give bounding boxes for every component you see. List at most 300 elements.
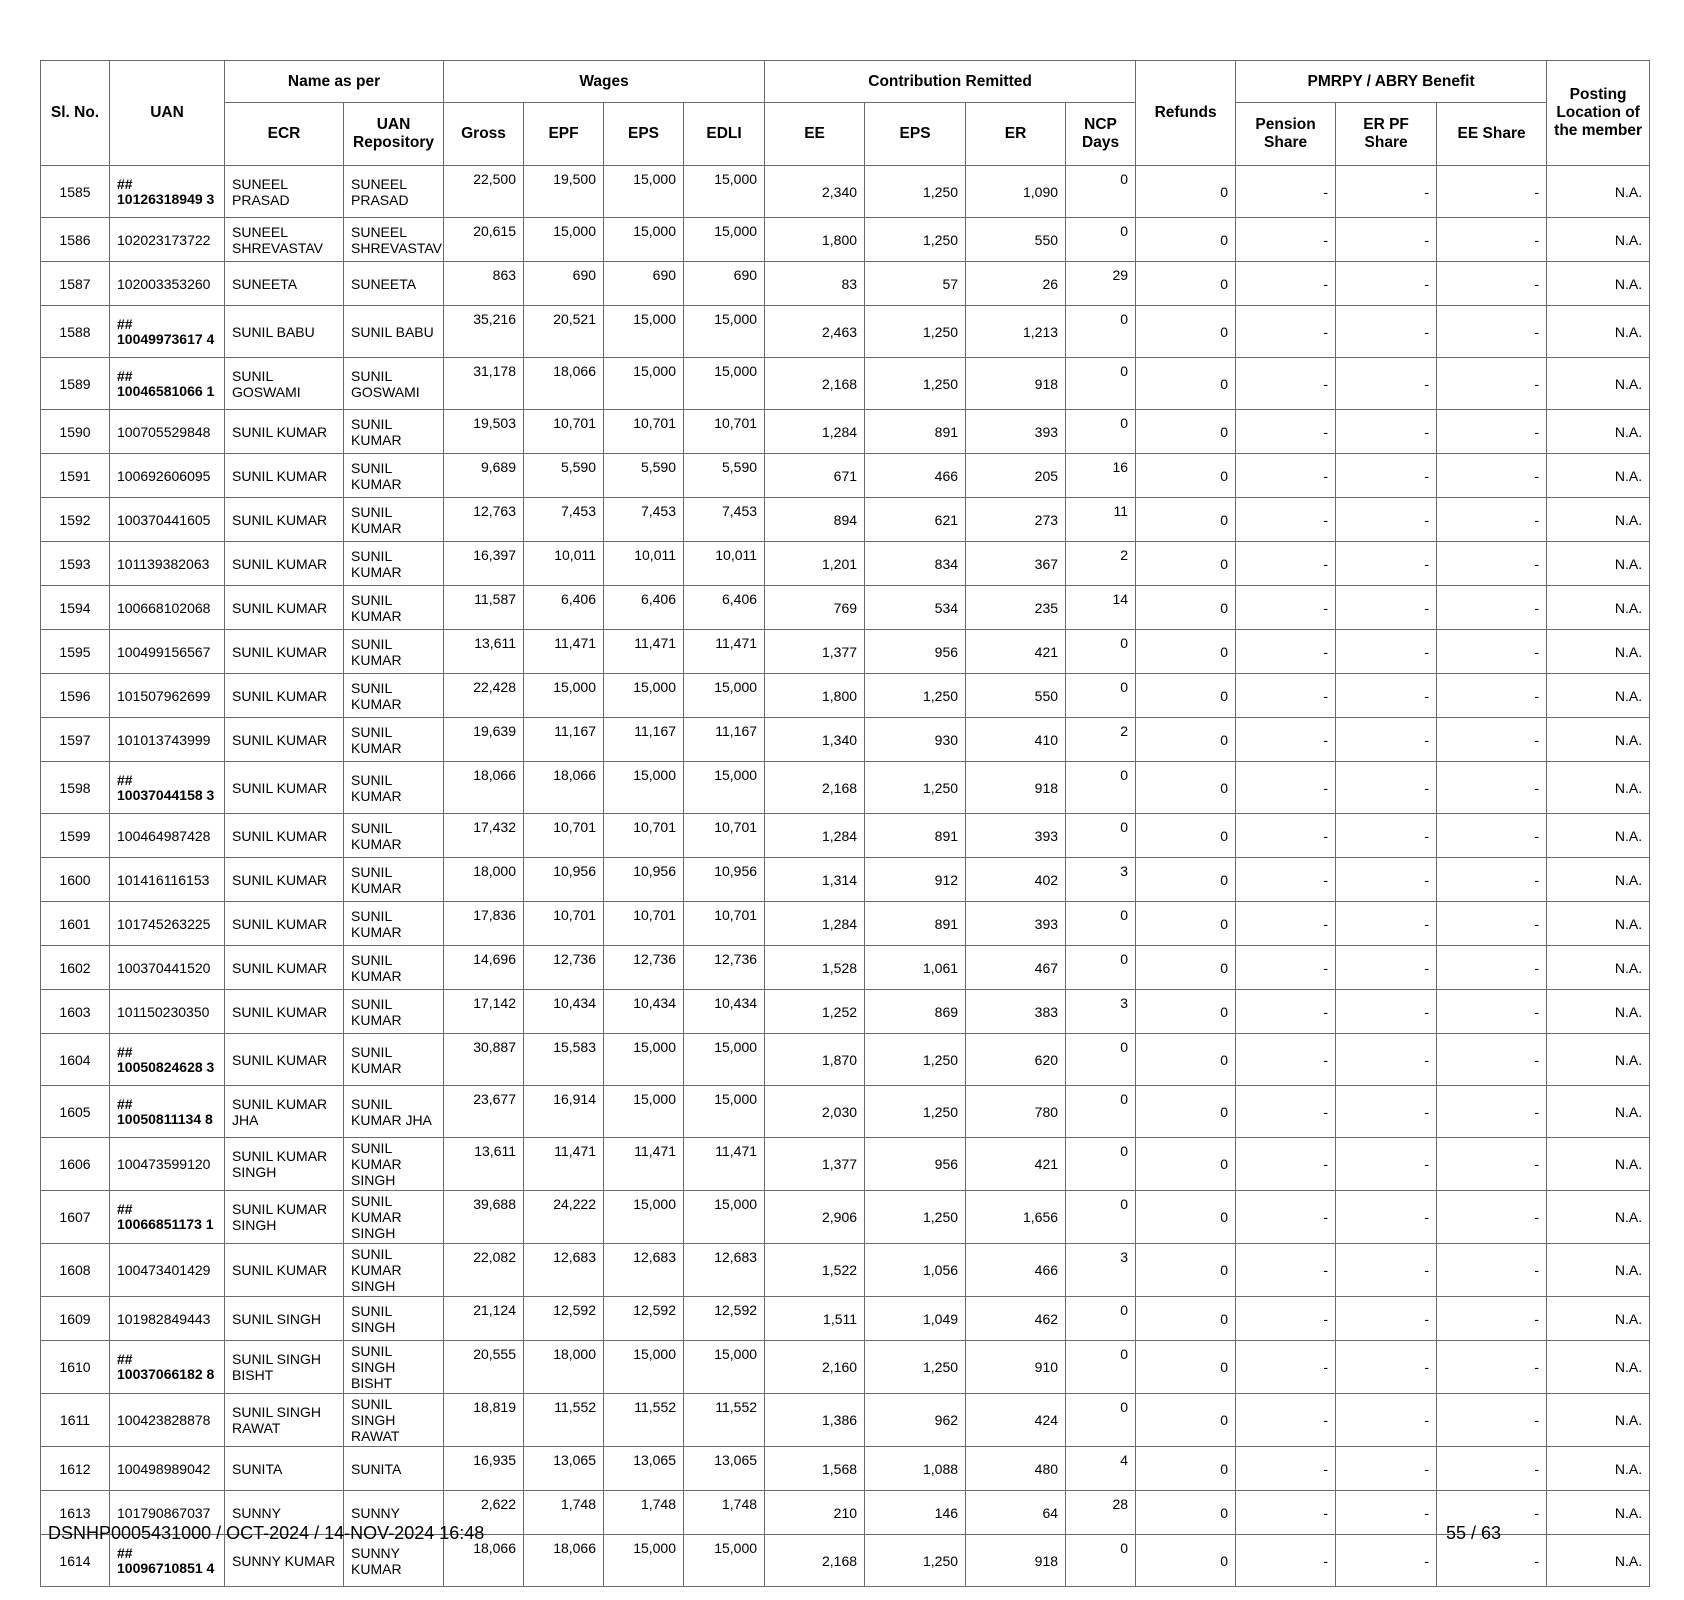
cell-name-uan-repository: SUNIL KUMAR <box>344 858 444 902</box>
group-name-as-per: Name as per <box>225 61 444 103</box>
cell-name-ecr: SUNIL KUMAR <box>225 498 344 542</box>
cell-gross: 39,688 <box>444 1191 524 1244</box>
cell-sl-no: 1594 <box>41 586 110 630</box>
cell-eps: 11,167 <box>604 718 684 762</box>
cell-posting-location: N.A. <box>1547 1394 1650 1447</box>
cell-pension-share: - <box>1236 542 1336 586</box>
cell-gross: 17,142 <box>444 990 524 1034</box>
page-number: 55 / 63 <box>1446 1523 1502 1543</box>
cell-name-uan-repository: SUNIL KUMAR <box>344 718 444 762</box>
cell-name-uan-repository: SUNIL KUMAR SINGH <box>344 1191 444 1244</box>
cell-sl-no: 1613 <box>41 1491 110 1535</box>
cell-sl-no: 1589 <box>41 358 110 410</box>
cell-gross: 18,066 <box>444 762 524 814</box>
cell-refunds: 0 <box>1136 718 1236 762</box>
cell-sl-no: 1605 <box>41 1086 110 1138</box>
cell-name-uan-repository: SUNIL KUMAR <box>344 902 444 946</box>
cell-ee-share: - <box>1437 358 1547 410</box>
ecr-table <box>40 60 1650 1587</box>
table-row <box>41 262 1650 306</box>
cell-er-pf-share: - <box>1336 674 1437 718</box>
cell-contribution-eps: 1,061 <box>865 946 966 990</box>
col-contribution-eps: EPS <box>865 103 966 166</box>
cell-edli: 11,471 <box>684 630 765 674</box>
cell-ee-share: - <box>1437 1138 1547 1191</box>
cell-uan: 101982849443 <box>110 1297 225 1341</box>
cell-ee: 1,511 <box>765 1297 865 1341</box>
table-row <box>41 946 1650 990</box>
cell-epf: 19,500 <box>524 166 604 218</box>
cell-pension-share: - <box>1236 762 1336 814</box>
cell-pension-share: - <box>1236 586 1336 630</box>
cell-name-ecr: SUNIL KUMAR <box>225 762 344 814</box>
cell-posting-location: N.A. <box>1547 674 1650 718</box>
cell-refunds: 0 <box>1136 358 1236 410</box>
cell-edli: 15,000 <box>684 218 765 262</box>
cell-uan: 100473401429 <box>110 1244 225 1297</box>
cell-er: 367 <box>966 542 1066 586</box>
col-sl-no: Sl. No. <box>41 61 110 166</box>
cell-posting-location: N.A. <box>1547 858 1650 902</box>
cell-er: 550 <box>966 218 1066 262</box>
cell-sl-no: 1603 <box>41 990 110 1034</box>
cell-name-uan-repository: SUNIL KUMAR <box>344 410 444 454</box>
cell-er-pf-share: - <box>1336 410 1437 454</box>
cell-sl-no: 1593 <box>41 542 110 586</box>
cell-ee: 2,906 <box>765 1191 865 1244</box>
cell-pension-share: - <box>1236 902 1336 946</box>
cell-epf: 18,066 <box>524 762 604 814</box>
cell-sl-no: 1611 <box>41 1394 110 1447</box>
cell-pension-share: - <box>1236 1447 1336 1491</box>
cell-uan: 101139382063 <box>110 542 225 586</box>
cell-edli: 15,000 <box>684 1341 765 1394</box>
cell-epf: 690 <box>524 262 604 306</box>
cell-eps: 1,748 <box>604 1491 684 1535</box>
cell-er-pf-share: - <box>1336 542 1437 586</box>
cell-pension-share: - <box>1236 858 1336 902</box>
cell-ncp-days: 3 <box>1066 990 1136 1034</box>
cell-refunds: 0 <box>1136 990 1236 1034</box>
cell-er: 402 <box>966 858 1066 902</box>
cell-epf: 18,000 <box>524 1341 604 1394</box>
cell-ee: 1,201 <box>765 542 865 586</box>
cell-ee: 1,377 <box>765 630 865 674</box>
cell-eps: 15,000 <box>604 218 684 262</box>
cell-er: 467 <box>966 946 1066 990</box>
cell-gross: 13,611 <box>444 630 524 674</box>
cell-name-ecr: SUNIL SINGH <box>225 1297 344 1341</box>
col-ee-share: EE Share <box>1437 103 1547 166</box>
col-uan: UAN <box>110 61 225 166</box>
cell-uan: ## 10037066182 8 <box>110 1341 225 1394</box>
cell-refunds: 0 <box>1136 1191 1236 1244</box>
col-epf: EPF <box>524 103 604 166</box>
cell-name-ecr: SUNIL GOSWAMI <box>225 358 344 410</box>
cell-ee: 2,463 <box>765 306 865 358</box>
cell-er-pf-share: - <box>1336 1244 1437 1297</box>
cell-gross: 863 <box>444 262 524 306</box>
cell-er: 462 <box>966 1297 1066 1341</box>
cell-ee-share: - <box>1437 762 1547 814</box>
table-row <box>41 858 1650 902</box>
cell-er-pf-share: - <box>1336 166 1437 218</box>
cell-er: 550 <box>966 674 1066 718</box>
cell-uan: 100498989042 <box>110 1447 225 1491</box>
cell-epf: 10,701 <box>524 814 604 858</box>
cell-pension-share: - <box>1236 262 1336 306</box>
cell-ee: 894 <box>765 498 865 542</box>
cell-uan: 100499156567 <box>110 630 225 674</box>
cell-epf: 7,453 <box>524 498 604 542</box>
cell-name-uan-repository: SUNEEL SHREVASTAV <box>344 218 444 262</box>
table-row <box>41 1244 1650 1297</box>
col-posting-location: Posting Location of the member <box>1547 61 1650 166</box>
cell-er: 1,213 <box>966 306 1066 358</box>
table-row <box>41 1034 1650 1086</box>
cell-er-pf-share: - <box>1336 630 1437 674</box>
cell-eps: 10,701 <box>604 814 684 858</box>
cell-gross: 22,082 <box>444 1244 524 1297</box>
cell-er: 410 <box>966 718 1066 762</box>
cell-pension-share: - <box>1236 1394 1336 1447</box>
cell-ncp-days: 0 <box>1066 1297 1136 1341</box>
cell-eps: 10,701 <box>604 410 684 454</box>
cell-ee: 1,870 <box>765 1034 865 1086</box>
cell-uan: ## 10126318949 3 <box>110 166 225 218</box>
cell-sl-no: 1601 <box>41 902 110 946</box>
cell-ee-share: - <box>1437 1244 1547 1297</box>
cell-posting-location: N.A. <box>1547 990 1650 1034</box>
cell-gross: 16,935 <box>444 1447 524 1491</box>
cell-ncp-days: 0 <box>1066 358 1136 410</box>
cell-ncp-days: 2 <box>1066 718 1136 762</box>
cell-eps: 15,000 <box>604 1034 684 1086</box>
cell-name-uan-repository: SUNIL KUMAR <box>344 1034 444 1086</box>
cell-name-uan-repository: SUNIL KUMAR JHA <box>344 1086 444 1138</box>
cell-name-ecr: SUNIL KUMAR <box>225 586 344 630</box>
cell-ncp-days: 0 <box>1066 1086 1136 1138</box>
table-row <box>41 990 1650 1034</box>
cell-epf: 11,471 <box>524 630 604 674</box>
cell-eps: 15,000 <box>604 306 684 358</box>
cell-name-ecr: SUNIL KUMAR SINGH <box>225 1138 344 1191</box>
cell-refunds: 0 <box>1136 498 1236 542</box>
cell-name-uan-repository: SUNIL BABU <box>344 306 444 358</box>
cell-posting-location: N.A. <box>1547 218 1650 262</box>
cell-ee: 2,160 <box>765 1341 865 1394</box>
cell-sl-no: 1591 <box>41 454 110 498</box>
cell-uan: 101416116153 <box>110 858 225 902</box>
cell-contribution-eps: 912 <box>865 858 966 902</box>
cell-ee: 210 <box>765 1491 865 1535</box>
cell-ee-share: - <box>1437 990 1547 1034</box>
cell-contribution-eps: 1,250 <box>865 1191 966 1244</box>
cell-name-ecr: SUNIL KUMAR <box>225 674 344 718</box>
table-row <box>41 718 1650 762</box>
cell-ee-share: - <box>1437 1086 1547 1138</box>
cell-name-uan-repository: SUNIL KUMAR SINGH <box>344 1244 444 1297</box>
cell-ncp-days: 0 <box>1066 1341 1136 1394</box>
cell-eps: 15,000 <box>604 1086 684 1138</box>
cell-eps: 11,471 <box>604 630 684 674</box>
cell-er: 393 <box>966 902 1066 946</box>
cell-sl-no: 1587 <box>41 262 110 306</box>
cell-ee-share: - <box>1437 1535 1547 1587</box>
group-wages: Wages <box>444 61 765 103</box>
cell-gross: 14,696 <box>444 946 524 990</box>
cell-edli: 10,434 <box>684 990 765 1034</box>
cell-ee: 671 <box>765 454 865 498</box>
cell-sl-no: 1592 <box>41 498 110 542</box>
cell-sl-no: 1599 <box>41 814 110 858</box>
cell-ee-share: - <box>1437 1447 1547 1491</box>
cell-ee: 769 <box>765 586 865 630</box>
cell-ee: 1,522 <box>765 1244 865 1297</box>
cell-sl-no: 1612 <box>41 1447 110 1491</box>
cell-posting-location: N.A. <box>1547 498 1650 542</box>
cell-pension-share: - <box>1236 1297 1336 1341</box>
cell-contribution-eps: 1,250 <box>865 218 966 262</box>
cell-epf: 18,066 <box>524 1535 604 1587</box>
cell-contribution-eps: 1,250 <box>865 1341 966 1394</box>
cell-ee-share: - <box>1437 586 1547 630</box>
cell-ee: 2,168 <box>765 762 865 814</box>
cell-epf: 10,701 <box>524 410 604 454</box>
cell-name-uan-repository: SUNIL KUMAR SINGH <box>344 1138 444 1191</box>
cell-ee: 2,340 <box>765 166 865 218</box>
cell-refunds: 0 <box>1136 410 1236 454</box>
cell-uan: 100668102068 <box>110 586 225 630</box>
cell-posting-location: N.A. <box>1547 1341 1650 1394</box>
cell-contribution-eps: 57 <box>865 262 966 306</box>
cell-posting-location: N.A. <box>1547 542 1650 586</box>
col-pension-share: Pension Share <box>1236 103 1336 166</box>
cell-er-pf-share: - <box>1336 1394 1437 1447</box>
cell-posting-location: N.A. <box>1547 1138 1650 1191</box>
group-pmrpy-abry: PMRPY / ABRY Benefit <box>1236 61 1547 103</box>
cell-name-uan-repository: SUNIL SINGH BISHT <box>344 1341 444 1394</box>
cell-posting-location: N.A. <box>1547 1447 1650 1491</box>
cell-contribution-eps: 1,250 <box>865 1535 966 1587</box>
cell-posting-location: N.A. <box>1547 1244 1650 1297</box>
cell-uan: 101150230350 <box>110 990 225 1034</box>
cell-contribution-eps: 1,250 <box>865 1086 966 1138</box>
cell-er: 780 <box>966 1086 1066 1138</box>
cell-epf: 12,592 <box>524 1297 604 1341</box>
cell-er: 383 <box>966 990 1066 1034</box>
cell-eps: 15,000 <box>604 1191 684 1244</box>
cell-edli: 15,000 <box>684 674 765 718</box>
cell-er: 393 <box>966 814 1066 858</box>
table-row <box>41 762 1650 814</box>
cell-name-ecr: SUNIL KUMAR <box>225 410 344 454</box>
cell-ee-share: - <box>1437 1394 1547 1447</box>
cell-edli: 1,748 <box>684 1491 765 1535</box>
cell-ncp-days: 0 <box>1066 166 1136 218</box>
cell-er: 205 <box>966 454 1066 498</box>
cell-refunds: 0 <box>1136 946 1236 990</box>
cell-refunds: 0 <box>1136 674 1236 718</box>
cell-eps: 690 <box>604 262 684 306</box>
cell-eps: 10,956 <box>604 858 684 902</box>
cell-sl-no: 1609 <box>41 1297 110 1341</box>
cell-pension-share: - <box>1236 814 1336 858</box>
cell-ncp-days: 0 <box>1066 630 1136 674</box>
cell-contribution-eps: 534 <box>865 586 966 630</box>
cell-er-pf-share: - <box>1336 902 1437 946</box>
cell-sl-no: 1598 <box>41 762 110 814</box>
cell-edli: 15,000 <box>684 1191 765 1244</box>
cell-edli: 6,406 <box>684 586 765 630</box>
cell-epf: 20,521 <box>524 306 604 358</box>
cell-name-uan-repository: SUNITA <box>344 1447 444 1491</box>
cell-ee-share: - <box>1437 630 1547 674</box>
table-row <box>41 1297 1650 1341</box>
cell-er: 620 <box>966 1034 1066 1086</box>
cell-contribution-eps: 1,250 <box>865 306 966 358</box>
cell-epf: 15,583 <box>524 1034 604 1086</box>
cell-gross: 17,432 <box>444 814 524 858</box>
cell-name-ecr: SUNITA <box>225 1447 344 1491</box>
cell-ncp-days: 0 <box>1066 674 1136 718</box>
cell-name-ecr: SUNIL SINGH RAWAT <box>225 1394 344 1447</box>
cell-name-ecr: SUNIL KUMAR <box>225 718 344 762</box>
cell-ee: 1,800 <box>765 674 865 718</box>
table-row <box>41 630 1650 674</box>
cell-edli: 11,471 <box>684 1138 765 1191</box>
col-refunds: Refunds <box>1136 61 1236 166</box>
col-uan-repository: UAN Repository <box>344 103 444 166</box>
cell-eps: 10,701 <box>604 902 684 946</box>
cell-contribution-eps: 1,250 <box>865 358 966 410</box>
cell-epf: 10,434 <box>524 990 604 1034</box>
cell-contribution-eps: 621 <box>865 498 966 542</box>
cell-epf: 1,748 <box>524 1491 604 1535</box>
cell-epf: 11,552 <box>524 1394 604 1447</box>
cell-epf: 10,956 <box>524 858 604 902</box>
cell-posting-location: N.A. <box>1547 814 1650 858</box>
cell-edli: 15,000 <box>684 762 765 814</box>
cell-edli: 13,065 <box>684 1447 765 1491</box>
col-er-pf-share: ER PF Share <box>1336 103 1437 166</box>
cell-er: 26 <box>966 262 1066 306</box>
cell-ncp-days: 0 <box>1066 306 1136 358</box>
cell-name-uan-repository: SUNNY KUMAR <box>344 1535 444 1587</box>
col-ee: EE <box>765 103 865 166</box>
cell-gross: 31,178 <box>444 358 524 410</box>
cell-name-ecr: SUNIL KUMAR <box>225 814 344 858</box>
cell-refunds: 0 <box>1136 1297 1236 1341</box>
cell-sl-no: 1606 <box>41 1138 110 1191</box>
cell-contribution-eps: 869 <box>865 990 966 1034</box>
cell-refunds: 0 <box>1136 630 1236 674</box>
cell-pension-share: - <box>1236 1491 1336 1535</box>
cell-uan: ## 10049973617 4 <box>110 306 225 358</box>
cell-sl-no: 1588 <box>41 306 110 358</box>
cell-refunds: 0 <box>1136 1244 1236 1297</box>
table-row <box>41 306 1650 358</box>
cell-ee: 1,568 <box>765 1447 865 1491</box>
cell-ee-share: - <box>1437 410 1547 454</box>
cell-posting-location: N.A. <box>1547 718 1650 762</box>
cell-contribution-eps: 1,088 <box>865 1447 966 1491</box>
cell-uan: ## 10066851173 1 <box>110 1191 225 1244</box>
table-row <box>41 542 1650 586</box>
cell-er-pf-share: - <box>1336 762 1437 814</box>
table-body <box>41 166 1650 1587</box>
cell-er-pf-share: - <box>1336 718 1437 762</box>
cell-refunds: 0 <box>1136 814 1236 858</box>
cell-posting-location: N.A. <box>1547 586 1650 630</box>
cell-sl-no: 1614 <box>41 1535 110 1587</box>
cell-eps: 6,406 <box>604 586 684 630</box>
cell-pension-share: - <box>1236 1244 1336 1297</box>
cell-name-ecr: SUNIL KUMAR <box>225 946 344 990</box>
cell-ee-share: - <box>1437 814 1547 858</box>
table-row <box>41 358 1650 410</box>
cell-refunds: 0 <box>1136 306 1236 358</box>
cell-gross: 13,611 <box>444 1138 524 1191</box>
cell-posting-location: N.A. <box>1547 1191 1650 1244</box>
cell-name-ecr: SUNIL KUMAR <box>225 902 344 946</box>
cell-name-uan-repository: SUNIL KUMAR <box>344 762 444 814</box>
cell-gross: 35,216 <box>444 306 524 358</box>
cell-er-pf-share: - <box>1336 358 1437 410</box>
cell-eps: 13,065 <box>604 1447 684 1491</box>
cell-posting-location: N.A. <box>1547 1086 1650 1138</box>
cell-sl-no: 1608 <box>41 1244 110 1297</box>
cell-er: 421 <box>966 630 1066 674</box>
cell-ee-share: - <box>1437 166 1547 218</box>
cell-pension-share: - <box>1236 498 1336 542</box>
cell-gross: 19,639 <box>444 718 524 762</box>
cell-ee-share: - <box>1437 674 1547 718</box>
cell-ncp-days: 2 <box>1066 542 1136 586</box>
cell-edli: 5,590 <box>684 454 765 498</box>
cell-posting-location: N.A. <box>1547 902 1650 946</box>
cell-pension-share: - <box>1236 358 1336 410</box>
cell-pension-share: - <box>1236 1086 1336 1138</box>
cell-er-pf-share: - <box>1336 1491 1437 1535</box>
cell-epf: 12,736 <box>524 946 604 990</box>
cell-ee: 83 <box>765 262 865 306</box>
cell-ee-share: - <box>1437 542 1547 586</box>
cell-eps: 15,000 <box>604 762 684 814</box>
cell-epf: 13,065 <box>524 1447 604 1491</box>
cell-uan: 100423828878 <box>110 1394 225 1447</box>
cell-eps: 15,000 <box>604 1535 684 1587</box>
cell-ee-share: - <box>1437 1191 1547 1244</box>
cell-name-uan-repository: SUNIL KUMAR <box>344 814 444 858</box>
cell-epf: 10,011 <box>524 542 604 586</box>
table-row <box>41 410 1650 454</box>
cell-er-pf-share: - <box>1336 1034 1437 1086</box>
cell-ncp-days: 0 <box>1066 762 1136 814</box>
cell-gross: 9,689 <box>444 454 524 498</box>
cell-pension-share: - <box>1236 630 1336 674</box>
table-row <box>41 1191 1650 1244</box>
cell-contribution-eps: 891 <box>865 814 966 858</box>
cell-gross: 12,763 <box>444 498 524 542</box>
cell-uan: 101790867037 <box>110 1491 225 1535</box>
cell-name-ecr: SUNEEL SHREVASTAV <box>225 218 344 262</box>
cell-eps: 10,434 <box>604 990 684 1034</box>
cell-gross: 20,555 <box>444 1341 524 1394</box>
cell-er-pf-share: - <box>1336 306 1437 358</box>
table-row <box>41 902 1650 946</box>
col-edli: EDLI <box>684 103 765 166</box>
